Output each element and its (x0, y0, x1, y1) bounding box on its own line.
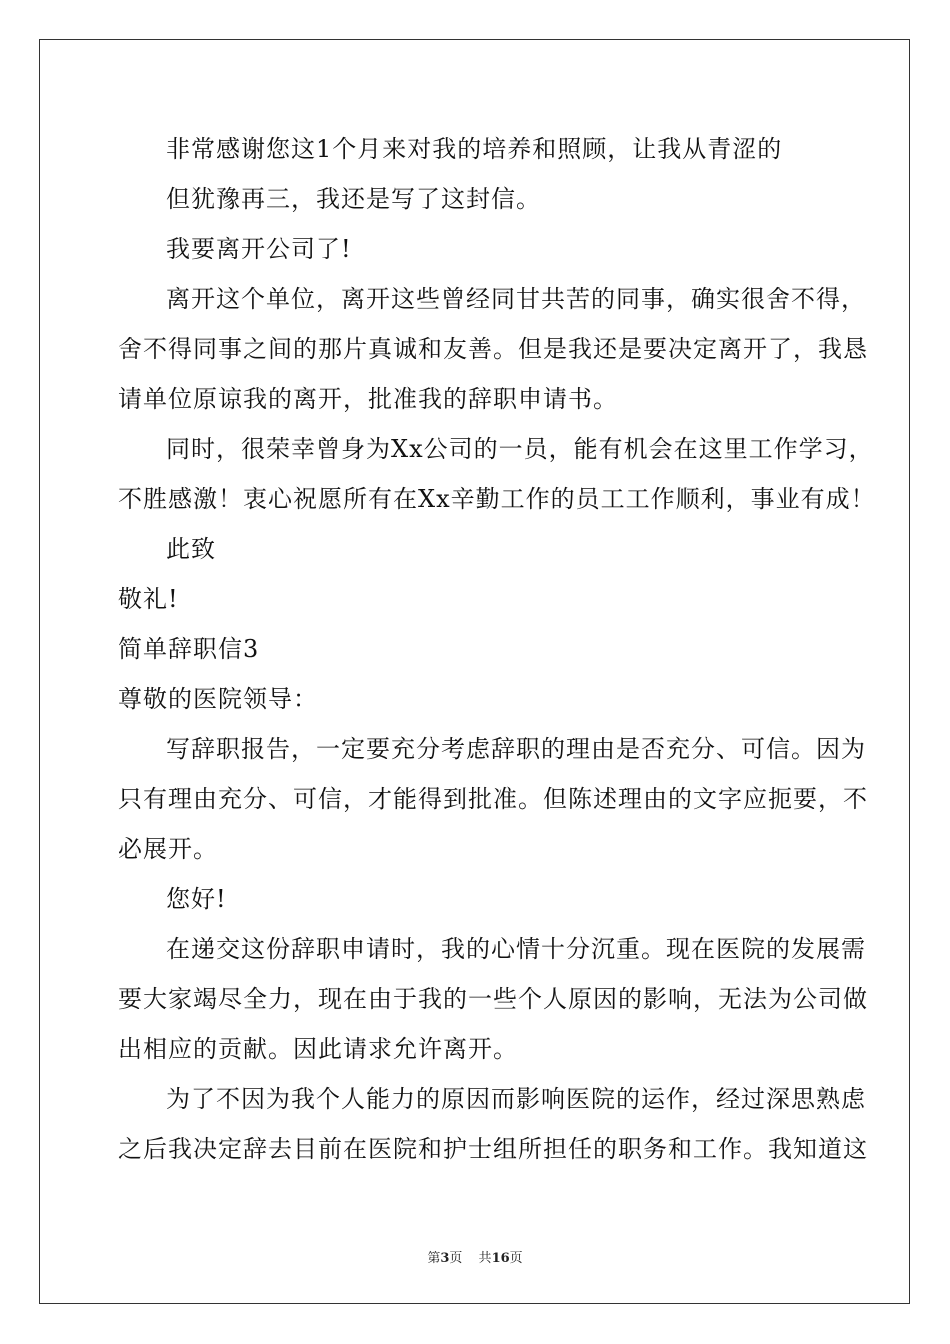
page-number: 3 (440, 1251, 450, 1266)
total-prefix: 共 (478, 1251, 492, 1266)
text-line: 敬礼! (118, 585, 179, 613)
page-footer (0, 1247, 950, 1266)
text-line: 之后我决定辞去目前在医院和护士组所担任的职务和工作。我知道这 (118, 1135, 868, 1163)
total-number: 16 (491, 1251, 510, 1266)
text-line: 舍不得同事之间的那片真诚和友善。但是我还是要决定离开了，我恳 (118, 335, 868, 363)
text-line: 要大家竭尽全力，现在由于我的一些个人原因的影响，无法为公司做 (118, 985, 868, 1013)
salutation: 尊敬的医院领导： (118, 685, 318, 713)
text-line: 请单位原谅我的离开，批准我的辞职申请书。 (118, 385, 618, 413)
total-indicator (479, 1251, 523, 1266)
page-prefix: 第 (427, 1251, 441, 1266)
text-line: 此致 (166, 535, 216, 563)
text-line: 为了不因为我个人能力的原因而影响医院的运作，经过深思熟虑 (166, 1085, 866, 1113)
text-line: 您好! (166, 885, 227, 913)
text-line: 出相应的贡献。因此请求允许离开。 (118, 1035, 518, 1063)
page-indicator (427, 1251, 462, 1266)
text-line: 但犹豫再三，我还是写了这封信。 (166, 185, 541, 213)
text-line: 同时，很荣幸曾身为Xx公司的一员，能有机会在这里工作学习， (166, 435, 874, 463)
text-line: 只有理由充分、可信，才能得到批准。但陈述理由的文字应扼要，不 (118, 785, 868, 813)
page-suffix: 页 (449, 1251, 463, 1266)
section-heading: 简单辞职信3 (118, 635, 260, 663)
text-line: 在递交这份辞职申请时，我的心情十分沉重。现在医院的发展需 (166, 935, 866, 963)
text-line: 我要离开公司了! (166, 235, 352, 263)
text-line: 必展开。 (118, 835, 218, 863)
text-line: 非常感谢您这1个月来对我的培养和照顾，让我从青涩的 (166, 135, 783, 163)
text-line: 写辞职报告，一定要充分考虑辞职的理由是否充分、可信。因为 (166, 735, 866, 763)
text-line: 不胜感激！衷心祝愿所有在Xx辛勤工作的员工工作顺利，事业有成！ (118, 485, 876, 513)
total-suffix: 页 (509, 1251, 523, 1266)
text-line: 离开这个单位，离开这些曾经同甘共苦的同事，确实很舍不得， (166, 285, 866, 313)
